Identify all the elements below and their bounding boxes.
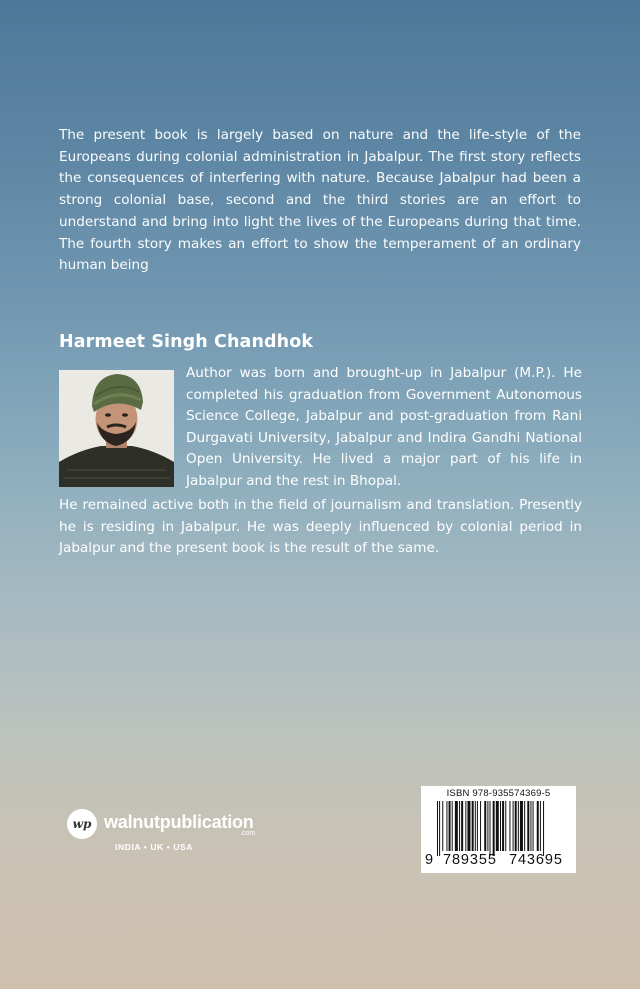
barcode-first-digit: 9: [425, 852, 434, 868]
isbn-label: ISBN 978-935574369-5: [446, 788, 551, 799]
author-bio-part1: Author was born and brought-up in Jabalpur (M.P.). He completed his graduation from Government Autonomous Science College, Jabalpur and post-graduation from Rani Durgavati University, Jabalpur and Indira Gandhi National Open University. He lived a major part of his life in Jabalpur and the rest in Bhopal.: [186, 365, 582, 489]
publisher-domain-suffix: .com: [240, 830, 256, 837]
back-cover-blurb: The present book is largely based on nature and the life-style of the Europeans during colonial administration in Jabalpur. The first story reflects the consequences of interfering with nature. Because Jabalpur had been a strong colonial base, second and the third stories are an effort to understand and bring into light the lives of the Europeans during that time. The fourth story makes an effort to show the temperament of an ordinary human being: [59, 127, 581, 274]
barcode-bars: [427, 801, 570, 856]
barcode-right-digits: 743695: [509, 852, 563, 868]
author-portrait-image: [59, 370, 174, 487]
publisher-regions: INDIA • UK • USA: [115, 842, 194, 852]
isbn-barcode: [421, 786, 576, 873]
publisher-logo-icon: wp: [67, 809, 97, 839]
author-photo: [59, 370, 174, 487]
publisher-name: walnutpublication: [104, 812, 254, 832]
author-name: Harmeet Singh Chandhok: [59, 332, 314, 352]
barcode-digits: [421, 852, 576, 872]
barcode-left-digits: 789355: [443, 852, 497, 868]
author-bio-part2: He remained active both in the field of journalism and translation. Presently he is residing in Jabalpur. He was deeply influenced by colonial period in Jabalpur and the present book is the result of the same.: [59, 497, 582, 557]
